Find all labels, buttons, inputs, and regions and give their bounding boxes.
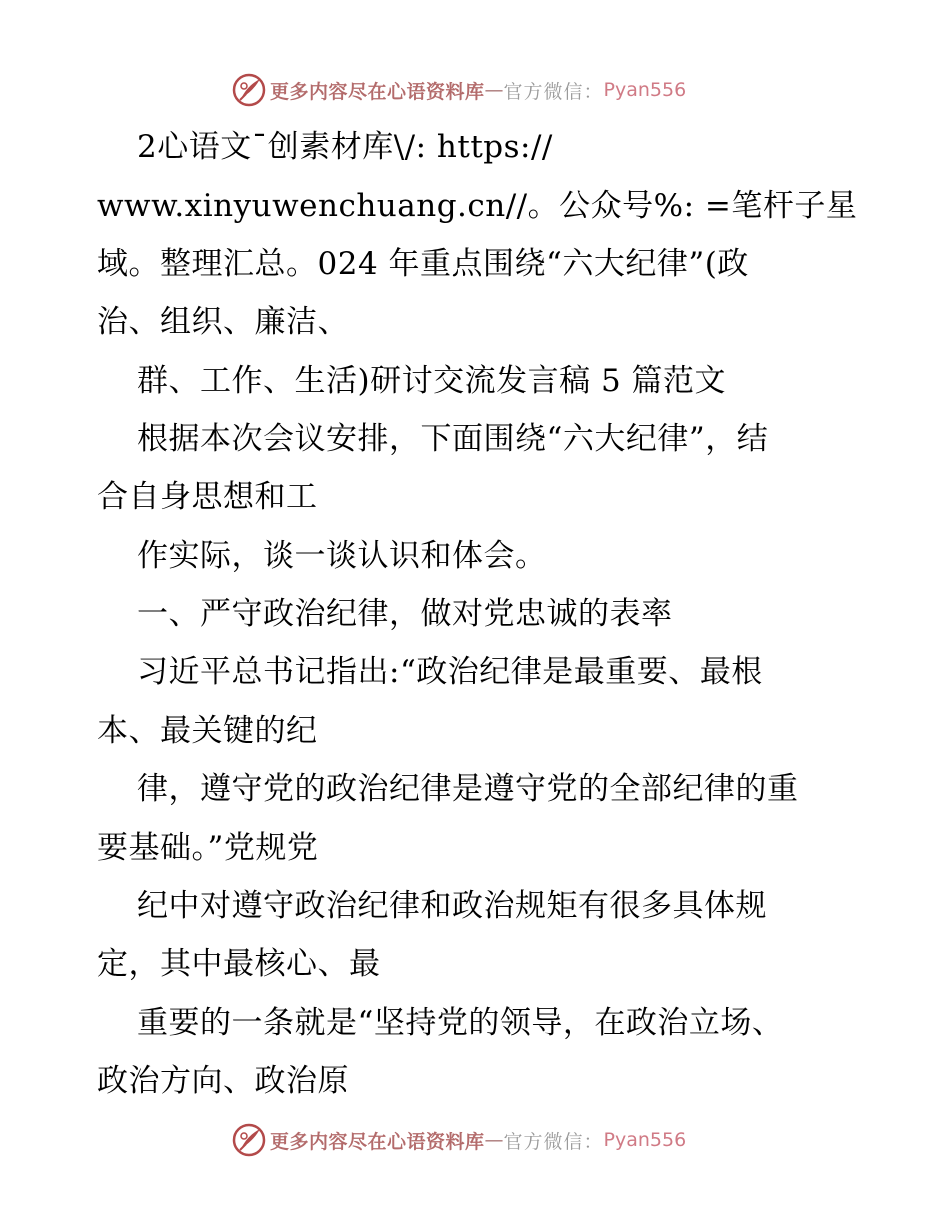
banner-dash: —	[484, 79, 504, 101]
footer-banner	[232, 1120, 732, 1160]
banner-official-label: 官方微信：	[503, 1130, 604, 1153]
body-line-14: 纪中对遵守政治纪律和政治规矩有很多具体规	[137, 888, 767, 924]
banner-official-label: 官方微信：	[503, 80, 604, 103]
banner-wechat-id: Pyan556	[603, 1129, 687, 1151]
banner-site-name: 更多内容尽在心语资料库	[270, 1130, 485, 1153]
banner-dash: —	[484, 1129, 504, 1151]
banner-site-name: 更多内容尽在心语资料库	[270, 80, 485, 103]
body-line-6: 根据本次会议安排，下面围绕“六大纪律”，结	[137, 421, 769, 457]
body-line-1: 2心语文¯创素材库\/: https://	[137, 129, 553, 165]
header-banner	[232, 70, 732, 110]
quill-pen-logo-icon	[232, 73, 266, 107]
body-line-16: 重要的一条就是“坚持党的领导，在政治立场、	[137, 1005, 784, 1041]
body-line-10: 习近平总书记指出:“政治纪律是最重要、最根	[137, 654, 763, 690]
body-line-2: www.xinyuwenchuang.cn//。公众号%: =笔杆子星	[97, 188, 858, 224]
body-line-7: 合自身思想和工	[97, 479, 318, 515]
section-heading-1: 一、严守政治纪律，做对党忠诚的表率	[137, 596, 673, 632]
body-line-12: 律，遵守党的政治纪律是遵守党的全部纪律的重	[137, 771, 799, 807]
quill-pen-logo-icon	[232, 1123, 266, 1157]
body-line-3: 域。整理汇总。024 年重点围绕“六大纪律”(政	[97, 246, 749, 282]
body-line-8: 作实际，谈一谈认识和体会。	[137, 538, 547, 574]
body-line-4: 治、组织、廉洁、	[97, 304, 349, 340]
body-line-15: 定，其中最核心、最	[97, 946, 381, 982]
body-line-17: 政治方向、政治原	[97, 1063, 349, 1099]
body-line-5: 群、工作、生活)研讨交流发言稿 5 篇范文	[137, 363, 727, 399]
banner-wechat-id: Pyan556	[603, 79, 687, 101]
body-line-11: 本、最关键的纪	[97, 713, 318, 749]
body-line-13: 要基础。”党规党	[97, 830, 319, 866]
